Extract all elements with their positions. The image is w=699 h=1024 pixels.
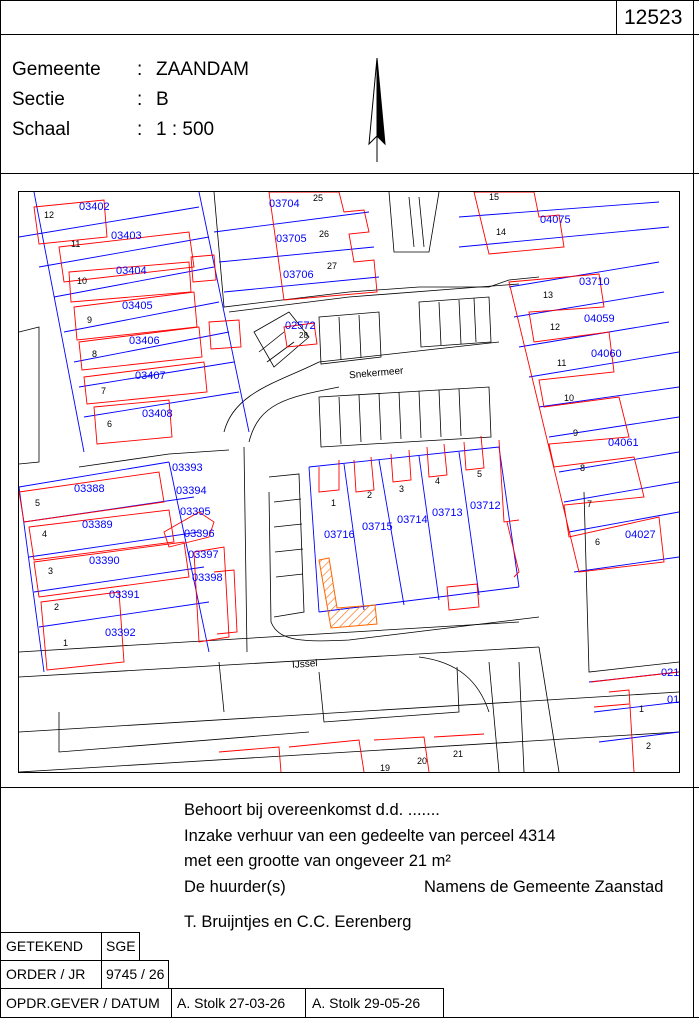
frame-top bbox=[0, 0, 699, 1]
house-number: 3 bbox=[48, 566, 54, 576]
agreement-line-3: met een grootte van ongeveer 21 m² bbox=[184, 852, 451, 870]
opdr-label: OPDR.GEVER / DATUM bbox=[6, 995, 160, 1011]
parcel-id: 03389 bbox=[82, 519, 113, 531]
parcel-id: 03406 bbox=[129, 335, 160, 347]
parcel-id: 03714 bbox=[397, 514, 428, 526]
header-divider bbox=[0, 34, 699, 35]
house-number: 10 bbox=[564, 393, 575, 403]
parcel-id: 03715 bbox=[362, 521, 393, 533]
sectie-sep: : bbox=[137, 89, 143, 110]
frame-bottom bbox=[0, 1017, 699, 1018]
parcel-id: 02572 bbox=[285, 320, 316, 332]
parcel-id: 03394 bbox=[176, 485, 207, 497]
parcel-id: 04027 bbox=[625, 529, 656, 541]
parcel-id: 03404 bbox=[116, 265, 147, 277]
order-label: ORDER / JR bbox=[6, 966, 86, 982]
house-number: 13 bbox=[543, 290, 554, 300]
table-line bbox=[0, 932, 139, 933]
municipality-label: Namens de Gemeente Zaanstad bbox=[424, 878, 664, 896]
gemeente-value: ZAANDAM bbox=[156, 59, 249, 80]
parcel-id: 04061 bbox=[608, 437, 639, 449]
house-number: 11 bbox=[557, 358, 567, 368]
street-label-ijssel: IJssel bbox=[291, 658, 318, 671]
parcel-id: 021 bbox=[661, 667, 680, 679]
parcel-id: 03705 bbox=[276, 233, 307, 245]
house-number: 6 bbox=[107, 419, 113, 429]
parcel-id: 03393 bbox=[172, 462, 203, 474]
tenant-names: T. Bruijntjes en C.C. Eerenberg bbox=[184, 913, 412, 931]
parcel-id: 03407 bbox=[135, 370, 166, 382]
sectie-label: Sectie bbox=[12, 89, 65, 110]
parcel-id: 03402 bbox=[79, 201, 110, 213]
getekend-label: GETEKEND bbox=[6, 938, 84, 954]
parcel-id: 01 bbox=[667, 694, 680, 706]
agreement-line-2: Inzake verhuur van een gedeelte van perceel 4314 bbox=[184, 827, 556, 845]
house-number: 9 bbox=[573, 428, 579, 438]
section-divider bbox=[0, 173, 699, 174]
table-line bbox=[305, 988, 306, 1018]
parcel-id: 03405 bbox=[122, 300, 153, 312]
sheet-box-left bbox=[616, 0, 617, 35]
house-number: 5 bbox=[477, 469, 483, 479]
getekend-value: SGE bbox=[106, 938, 136, 954]
order-value: 9745 / 26 bbox=[106, 966, 165, 982]
house-number: 12 bbox=[44, 210, 55, 220]
opdr-value-1: A. Stolk 27-03-26 bbox=[177, 995, 286, 1011]
parcel-id: 04060 bbox=[591, 348, 622, 360]
parcel-id: 03706 bbox=[283, 269, 314, 281]
frame-right bbox=[693, 0, 694, 1018]
table-line bbox=[443, 988, 444, 1018]
schaal-label: Schaal bbox=[12, 119, 71, 140]
sheet-number: 12523 bbox=[624, 6, 683, 29]
agreement-line-1: Behoort bij overeenkomst d.d. ....... bbox=[184, 801, 440, 819]
house-number: 6 bbox=[595, 537, 601, 547]
house-number: 7 bbox=[587, 499, 593, 509]
parcel-id: 03716 bbox=[324, 529, 355, 541]
house-number: 12 bbox=[550, 322, 561, 332]
sectie-value: B bbox=[156, 89, 169, 110]
house-number: 27 bbox=[327, 261, 338, 271]
parcel-id: 03704 bbox=[269, 198, 300, 210]
parcel-id: 03403 bbox=[111, 230, 142, 242]
opdr-value-2: A. Stolk 29-05-26 bbox=[312, 995, 421, 1011]
house-number: 8 bbox=[92, 349, 98, 359]
house-number: 2 bbox=[367, 490, 373, 500]
cadastral-map bbox=[18, 191, 680, 773]
north-arrow-icon bbox=[362, 56, 392, 164]
house-number: 14 bbox=[496, 227, 507, 237]
house-number: 26 bbox=[319, 229, 330, 239]
table-line bbox=[0, 960, 168, 961]
house-number: 2 bbox=[54, 602, 60, 612]
table-line bbox=[139, 932, 140, 960]
house-number: 10 bbox=[77, 276, 88, 286]
house-number: 4 bbox=[435, 476, 441, 486]
parcel-id: 03391 bbox=[109, 589, 140, 601]
house-number: 1 bbox=[63, 638, 69, 648]
gemeente-label: Gemeente bbox=[12, 59, 101, 80]
parcel-id: 03397 bbox=[188, 549, 219, 561]
house-number: 1 bbox=[331, 498, 337, 508]
parcel-id: 03395 bbox=[180, 506, 211, 518]
parcel-id: 03710 bbox=[579, 276, 610, 288]
table-line bbox=[168, 960, 169, 988]
house-number: 3 bbox=[399, 484, 405, 494]
house-number: 21 bbox=[453, 749, 464, 759]
parcel-id: 03712 bbox=[470, 500, 501, 512]
house-number: 5 bbox=[35, 498, 41, 508]
house-number: 4 bbox=[42, 529, 48, 539]
table-line bbox=[0, 988, 443, 989]
footer-divider bbox=[0, 787, 699, 788]
house-number: 11 bbox=[71, 239, 81, 249]
parcel-id: 03408 bbox=[142, 408, 173, 420]
gemeente-sep: : bbox=[137, 59, 143, 80]
schaal-sep: : bbox=[137, 119, 143, 140]
house-number: 25 bbox=[313, 193, 324, 203]
parcel-id: 03390 bbox=[89, 555, 120, 567]
parcel-id: 03388 bbox=[74, 483, 105, 495]
house-number: 8 bbox=[580, 463, 586, 473]
table-line bbox=[101, 932, 102, 988]
schaal-value: 1 : 500 bbox=[156, 119, 215, 140]
house-number: 9 bbox=[87, 315, 93, 325]
tenant-label: De huurder(s) bbox=[184, 878, 286, 896]
parcel-id: 03398 bbox=[192, 572, 223, 584]
parcel-id: 04059 bbox=[584, 313, 615, 325]
house-number: 20 bbox=[417, 756, 428, 766]
house-number: 1 bbox=[639, 704, 645, 714]
house-number: 2 bbox=[646, 741, 652, 751]
parcel-id: 03713 bbox=[432, 507, 463, 519]
house-number: 15 bbox=[489, 192, 500, 202]
frame-left bbox=[0, 0, 1, 1018]
table-line bbox=[171, 988, 172, 1018]
parcel-id: 03396 bbox=[184, 528, 215, 540]
parcel-id: 04075 bbox=[540, 214, 571, 226]
house-number: 7 bbox=[101, 386, 107, 396]
house-number: 19 bbox=[380, 763, 391, 773]
street-label-snekermeer: Snekermeer bbox=[348, 365, 404, 382]
parcel-id: 03392 bbox=[105, 627, 136, 639]
house-number: 28 bbox=[299, 331, 308, 340]
